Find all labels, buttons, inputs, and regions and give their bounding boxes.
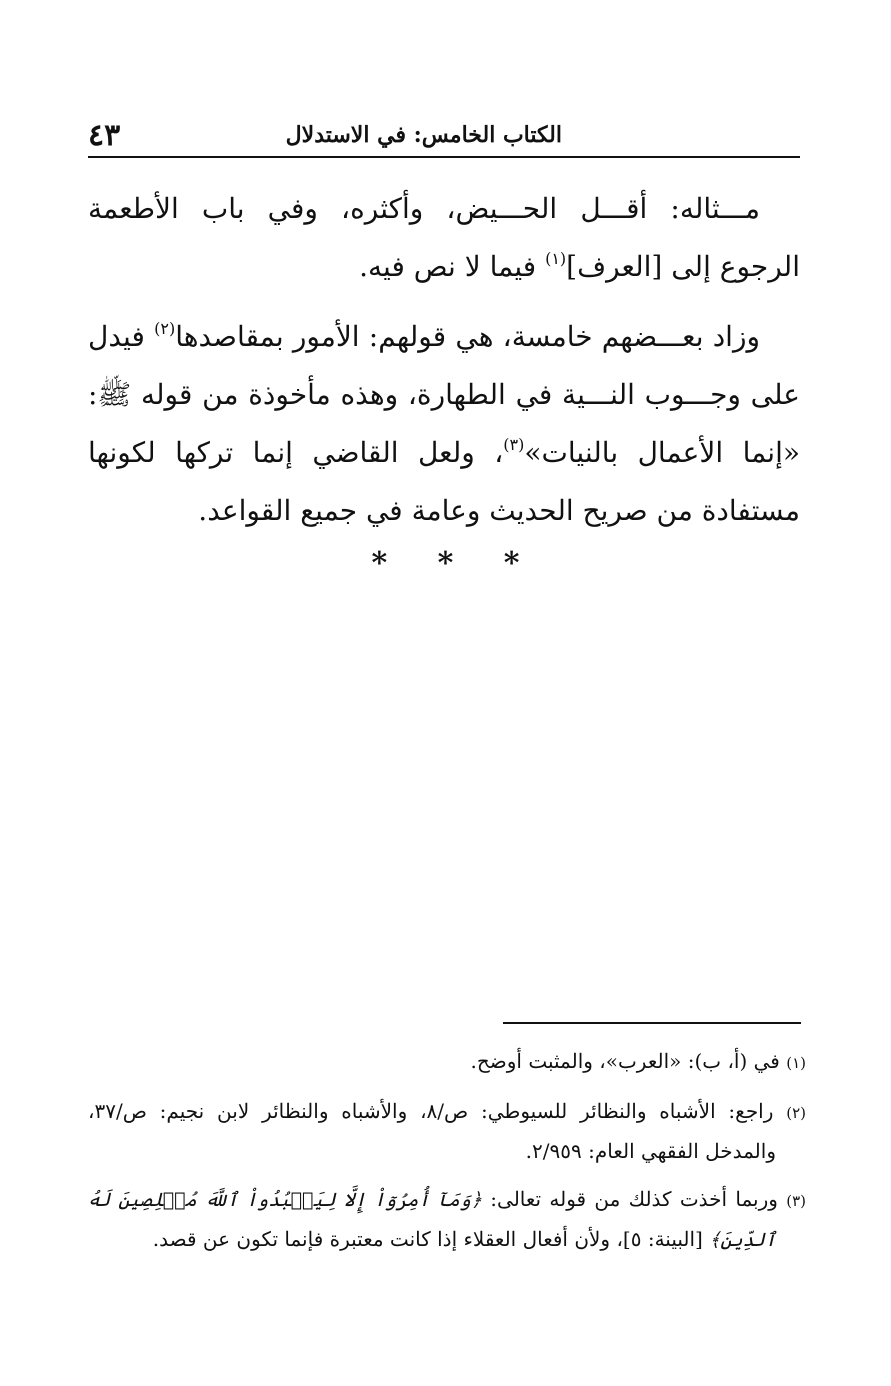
footnote-number: (١)	[786, 1054, 806, 1072]
quran-verse: ﴿وَمَآ أُمِرُوٓاْ إِلَّا لِيَعۡبُدُواْ ٱللَّهَ مُخۡلِصِينَ لَهُ ٱلدِّينَ﴾	[88, 1189, 776, 1251]
footnote-3	[88, 1180, 806, 1259]
separator-star: *	[437, 546, 454, 581]
footnote-ref-3: (٣)	[503, 435, 525, 454]
paragraph-2-text-b: فيدل على وجـــوب النـــية في الطهارة، وهذه مأخوذة من قوله ﷺ: «إنما الأعمال بالنيات»	[88, 320, 800, 469]
page-number: ٤٣	[88, 118, 121, 153]
footnote-ref-2: (٢)	[154, 319, 176, 338]
footnote-text-post: [البينة: ٥]، ولأن أفعال العقلاء إذا كانت معتبرة فإنما تكون عن قصد.	[152, 1227, 710, 1251]
footnote-1	[88, 1042, 806, 1082]
separator-star: *	[371, 546, 388, 581]
footnote-text: في (أ، ب): «العرب»، والمثبت أوضح.	[470, 1049, 780, 1073]
footnote-text: راجع: الأشباه والنظائر للسيوطي: ص/٨، والأشباه والنظائر لابن نجيم: ص/٣٧، والمدخل الفقهي العام: ٢/٩٥٩.	[88, 1099, 776, 1163]
running-title: الكتاب الخامس: في الاستدلال	[285, 122, 562, 148]
footnote-number: (٢)	[786, 1104, 806, 1122]
paragraph-1	[88, 180, 800, 296]
paragraph-1-text-a: مـــثاله: أقـــل الحـــيض، وأكثره، وفي باب الأطعمة الرجوع إلى [العرف]	[88, 192, 800, 283]
footnote-rule	[503, 1022, 801, 1024]
footnote-number: (٣)	[786, 1192, 807, 1210]
separator-star: *	[503, 546, 520, 581]
footnote-text-pre: وربما أخذت كذلك من قوله تعالى:	[482, 1187, 778, 1211]
paragraph-1-text-b: فيما لا نص فيه.	[359, 250, 546, 283]
footnote-ref-1: (١)	[545, 249, 567, 268]
footnotes	[88, 1042, 806, 1269]
paragraph-2	[88, 308, 800, 540]
section-separator	[0, 546, 891, 581]
running-head	[88, 118, 800, 158]
main-text	[88, 180, 800, 540]
paragraph-2-text-a: وزاد بعـــضهم خامسة، هي قولهم: الأمور بمقاصدها	[175, 320, 760, 353]
paragraph-2-text-c: ، ولعل القاضي إنما تركها لكونها مستفادة من صريح الحديث وعامة في جميع القواعد.	[88, 436, 800, 527]
footnote-2	[88, 1092, 806, 1170]
